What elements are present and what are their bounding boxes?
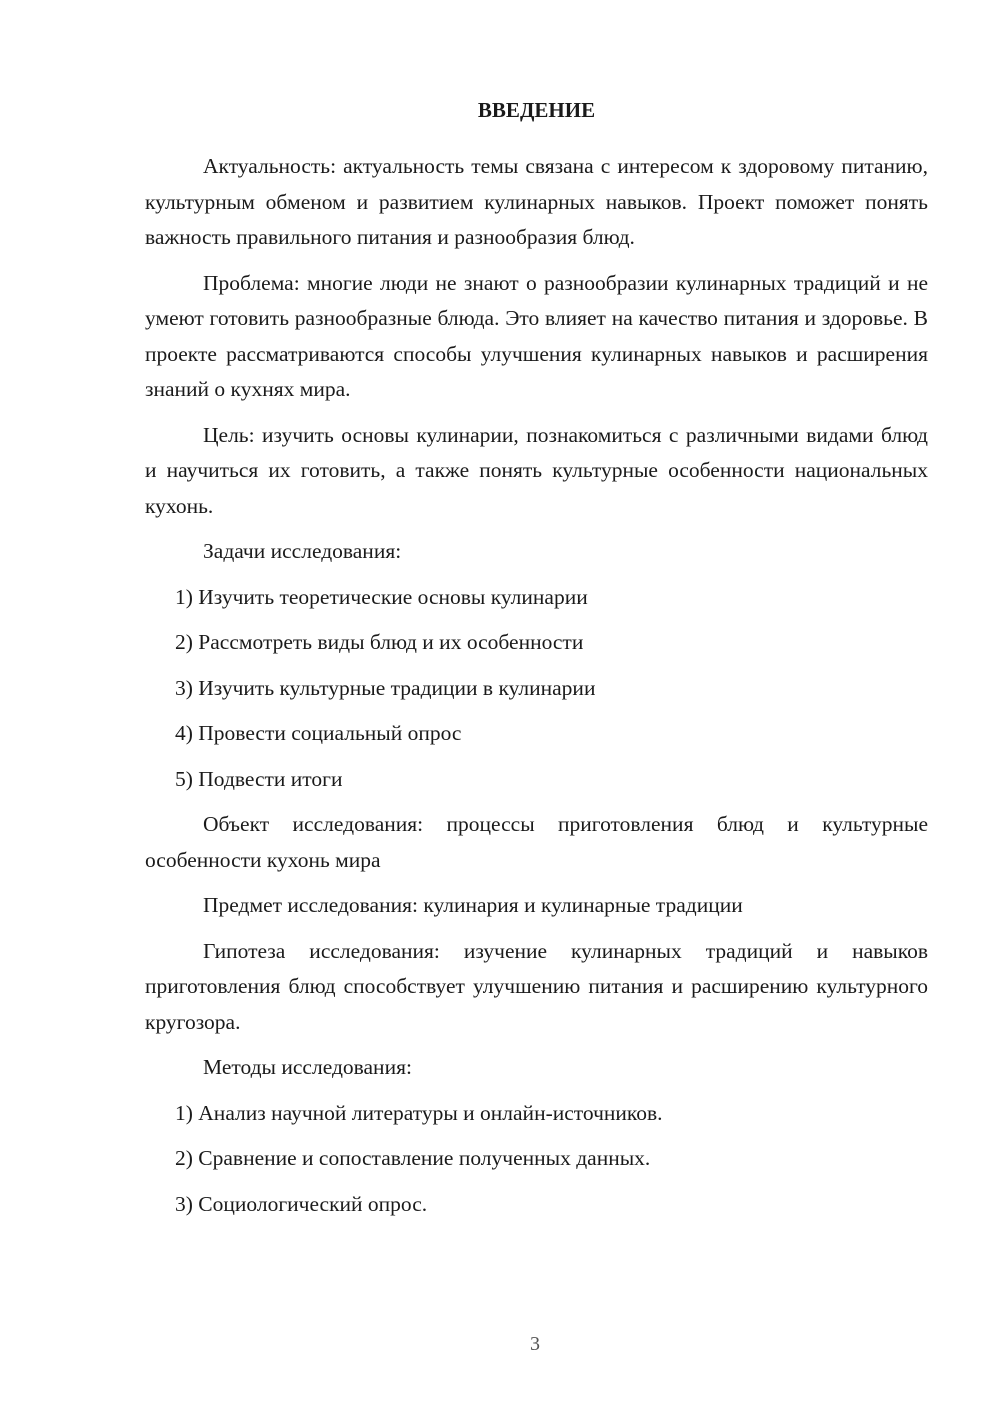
methods-heading: Методы исследования: [203,1055,412,1079]
hypothesis-paragraph: Гипотеза исследования: изучение кулинарных традиций и навыков приготовления блюд способствует улучшению питания и расширению культурного кругозора. [145,938,928,1034]
list-item: 5) Подвести итоги [175,766,343,791]
problem-paragraph: Проблема: многие люди не знают о разнообразии кулинарных традиций и не умеют готовить разнообразные блюда. Это влияет на качество питания и здоровье. В проекте рассматриваются способы улучшения кулинарных навыков и расширения знаний о кухнях мира. [145,270,928,401]
goal-paragraph: Цель: изучить основы кулинарии, познакомиться с различными видами блюд и научиться их готовить, а также понять культурные особенности национальных кухонь. [145,422,928,518]
list-item: 3) Изучить культурные традиции в кулинарии [175,675,596,700]
list-item: 4) Провести социальный опрос [175,721,462,745]
relevance-paragraph: Актуальность: актуальность темы связана с интересом к здоровому питанию, культурным обменом и развитием кулинарных навыков. Проект поможет понять важность правильного питания и разнообразия блюд. [145,154,928,249]
list-item: 1) Изучить теоретические основы кулинарии [175,584,588,609]
list-item: 3) Социологический опрос. [175,1191,428,1216]
tasks-heading: Задачи исследования: [203,539,402,563]
page-title: ВВЕДЕНИЕ [477,98,596,122]
object-paragraph: Объект исследования: процессы приготовления блюд и культурные особенности кухонь мира [145,812,928,872]
subject-paragraph: Предмет исследования: кулинария и кулинарные традиции [203,893,743,917]
list-item: 2) Сравнение и сопоставление полученных данных. [175,1146,651,1170]
document-page [145,92,928,1232]
list-item: 1) Анализ научной литературы и онлайн-источников. [175,1100,663,1125]
methods-list [145,1096,928,1223]
list-item: 2) Рассмотреть виды блюд и их особенности [175,630,584,654]
page-number: 3 [530,1333,540,1355]
tasks-list [145,580,928,798]
